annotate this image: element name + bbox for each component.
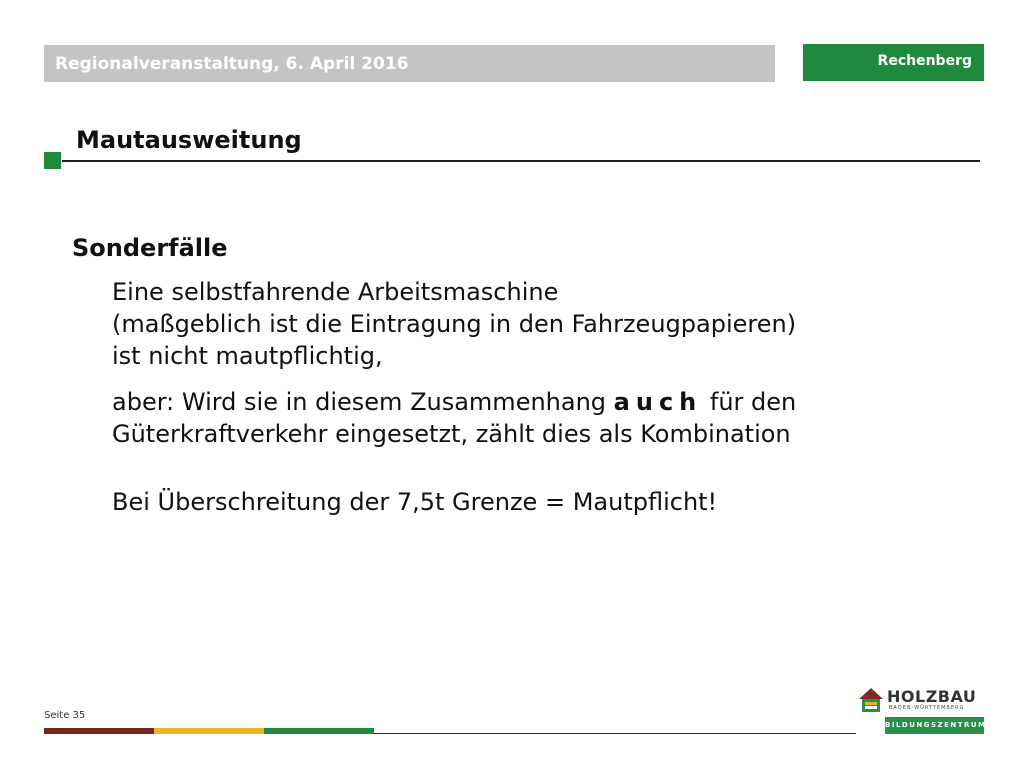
paragraph-3: Bei Überschreitung der 7,5t Grenze = Mautpflicht! [112, 488, 718, 516]
author-badge [803, 44, 984, 81]
paragraph-1 [112, 276, 932, 372]
slide-body [72, 232, 932, 532]
logo-badge: BILDUNGSZENTRUM [885, 717, 984, 734]
slide-title: Mautausweitung [76, 126, 302, 154]
emphasis-word: auch [613, 388, 703, 416]
logo-region: BADEN-WÜRTTEMBERG [889, 705, 965, 711]
title-divider [62, 160, 980, 162]
footer-stripe-green [264, 728, 374, 734]
page-number: Seite 35 [44, 710, 86, 721]
paragraph-1-line: (maßgeblich ist die Eintragung in den Fahrzeugpapieren) [112, 310, 797, 338]
logo-name: HOLZBAU [887, 687, 977, 706]
holzbau-logo [857, 683, 987, 738]
subheading: Sonderfälle [72, 234, 228, 262]
house-logo-icon [857, 685, 885, 715]
paragraph-1-line: Eine selbstfahrende Arbeitsmaschine [112, 278, 559, 306]
paragraph-2-line: Güterkraftverkehr eingesetzt, zählt dies als Kombination [112, 420, 791, 448]
paragraph-2-suffix: für den [702, 388, 797, 416]
event-title: Regionalveranstaltung, 6. April 2016 [55, 54, 409, 74]
author-name: Rechenberg [877, 53, 972, 69]
footer-stripe-yellow [154, 728, 264, 734]
footer-divider [374, 733, 856, 734]
paragraph-2-line [112, 386, 932, 418]
paragraph-2 [112, 386, 932, 450]
paragraph-2-prefix: aber: Wird sie in diesem Zusammenhang [112, 388, 614, 416]
footer-stripe-brown [44, 728, 154, 734]
title-marker [44, 152, 61, 169]
paragraph-1-line: ist nicht mautpflichtig, [112, 342, 383, 370]
event-header-bar [44, 45, 775, 82]
